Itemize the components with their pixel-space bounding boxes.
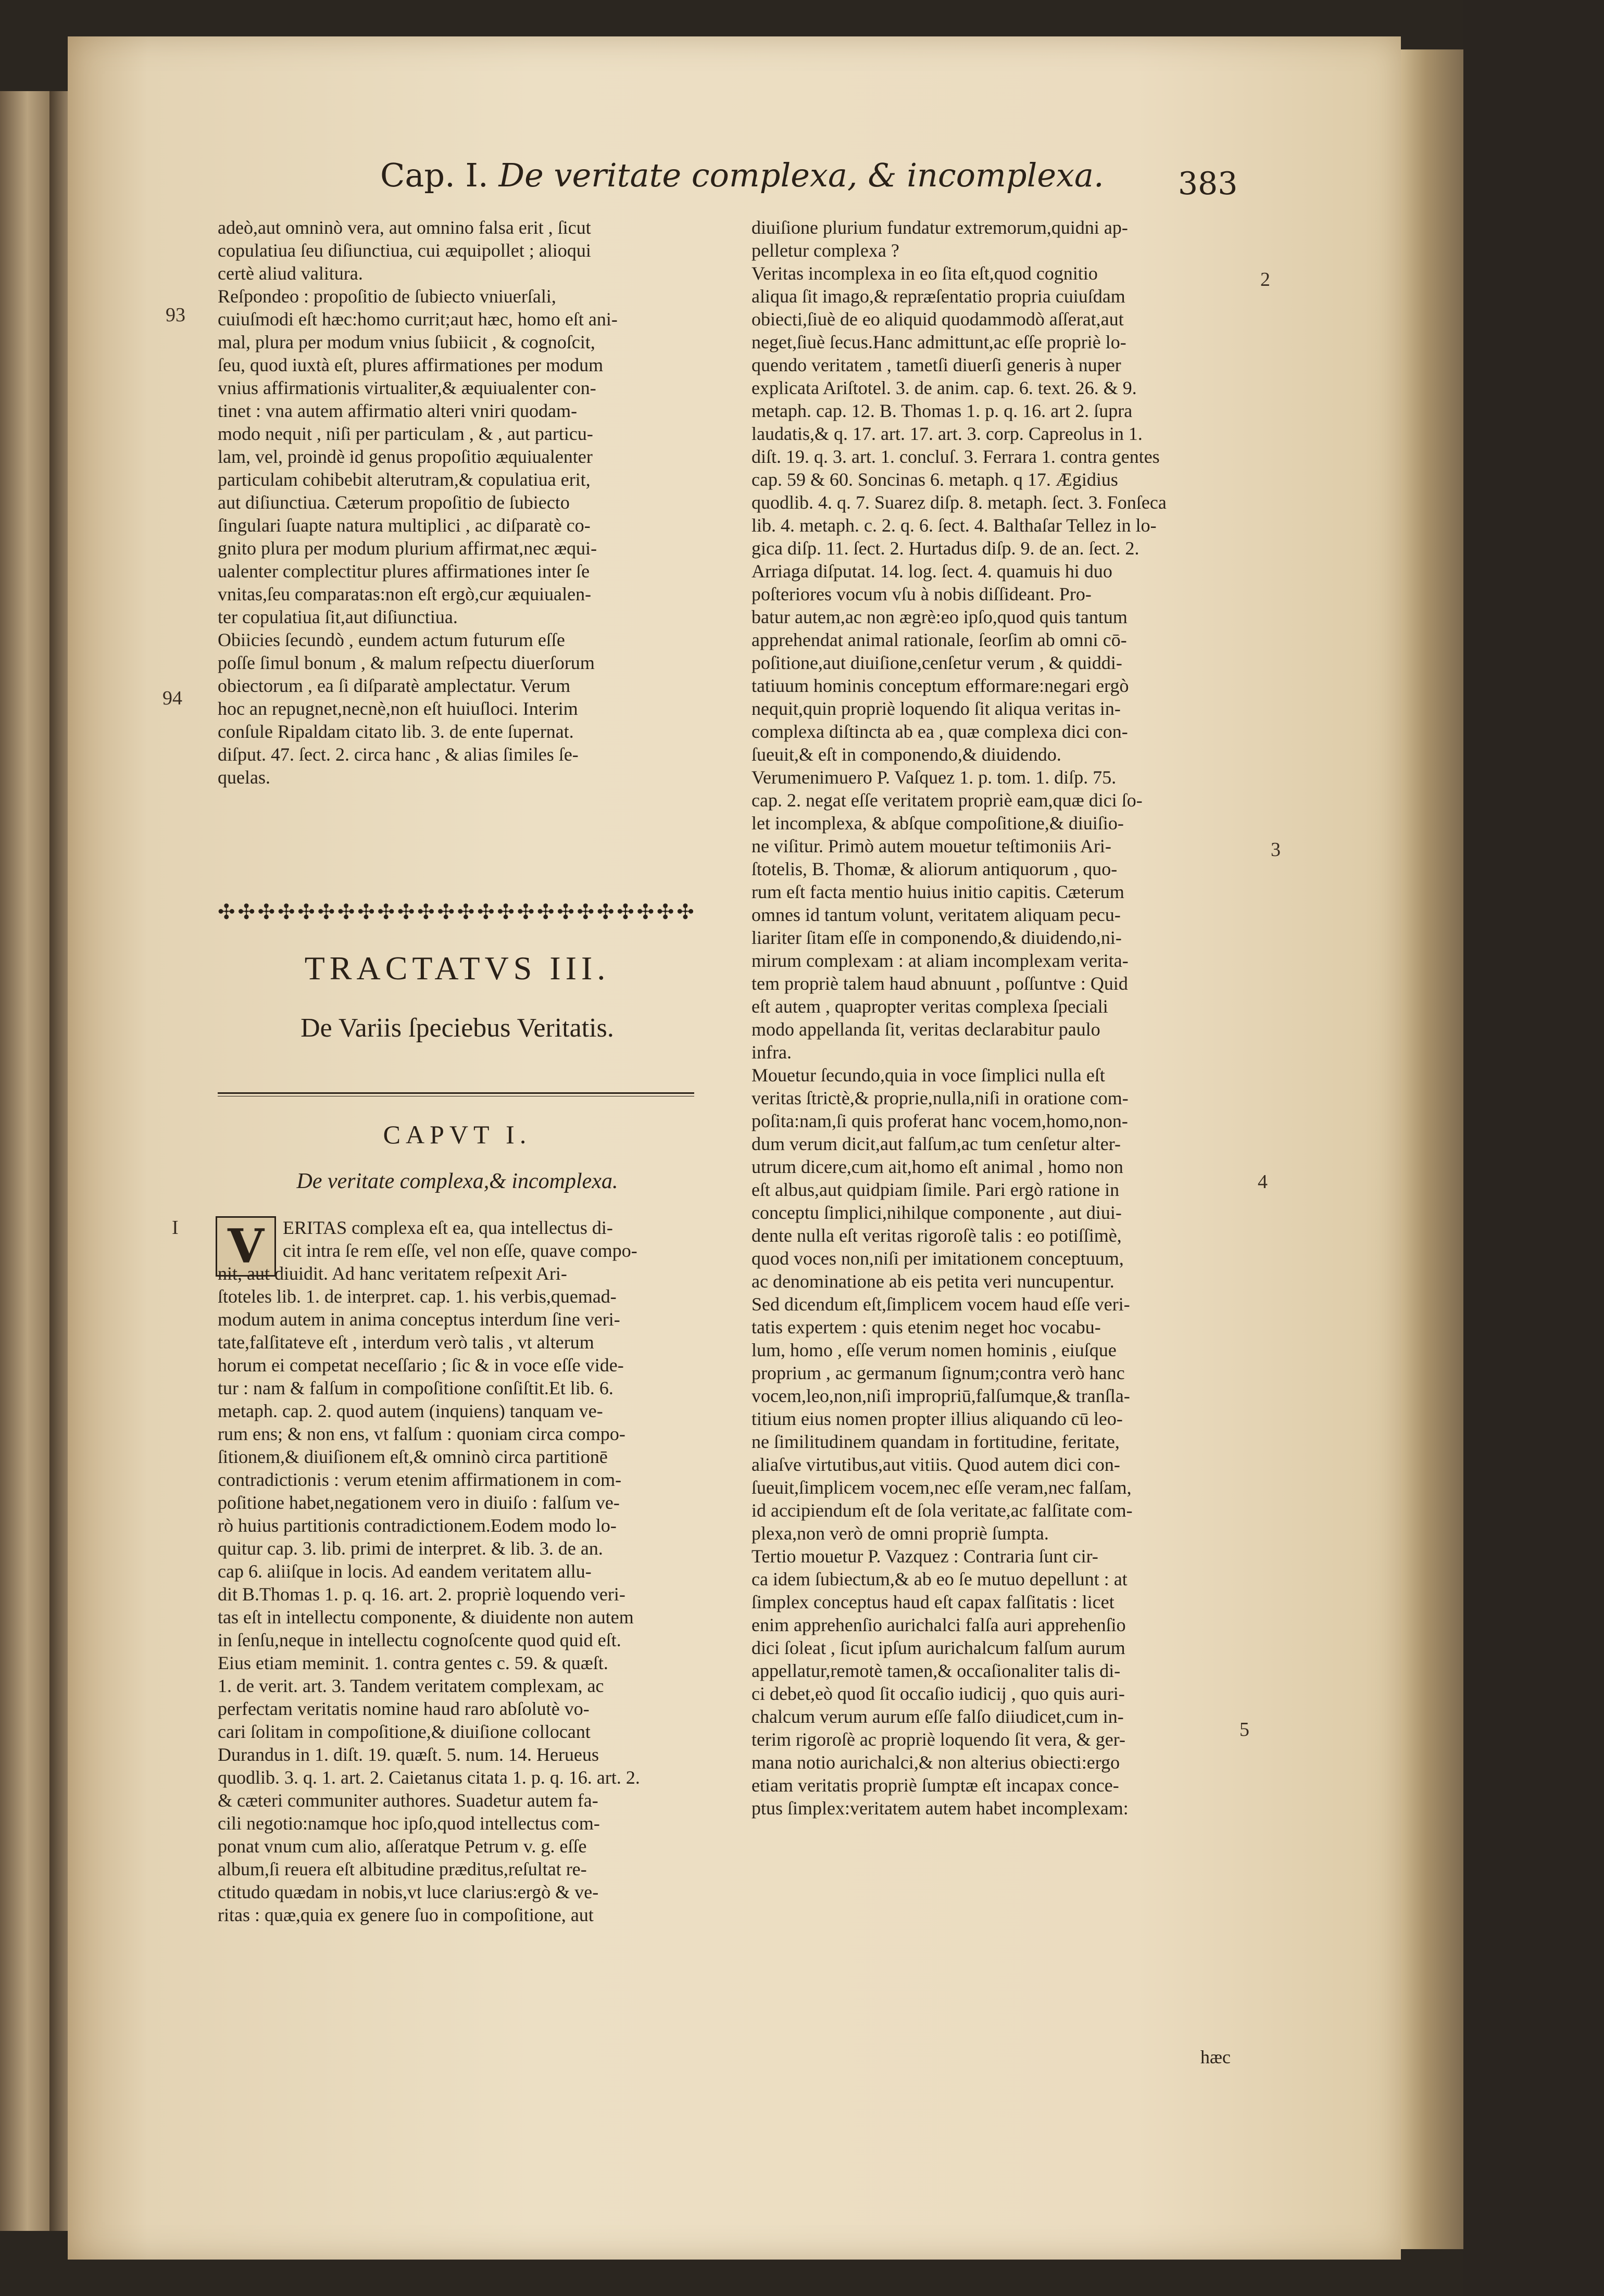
fleuron-icon: ✣ — [457, 900, 475, 924]
text-line: hoc an repugnet,necnè,non eſt huiuſloci. Interim — [218, 698, 578, 719]
text-line: cuiuſmodi eſt hæc:homo currit;aut hæc, homo eſt ani- — [218, 309, 618, 330]
fleuron-icon: ✣ — [596, 900, 615, 924]
text-line: Sed dicendum eſt,ſimplicem vocem haud eſſe veri- — [751, 1294, 1130, 1315]
text-line: id accipiendum eſt de ſola veritate,ac falſitate com- — [751, 1500, 1133, 1521]
text-line: copulatiua ſeu diſiunctiua, cui æquipollet ; alioqui — [218, 240, 591, 261]
text-line: vocem,leo,non,niſi impropriū,falſumque,& tranſla- — [751, 1385, 1130, 1406]
fleuron-icon: ✣ — [317, 900, 335, 924]
text-line: laudatis,& q. 17. art. 17. art. 3. corp. Capreolus in 1. — [751, 423, 1143, 444]
text-line: quod voces non,niſi per imitationem conceptuum, — [751, 1248, 1124, 1269]
background-shadow — [1463, 0, 1604, 2296]
text-line: obiectorum , ea ſi diſparatè amplectatur. Verum — [218, 675, 571, 696]
text-line: perfectam veritatis nomine haud raro abſolutè vo- — [218, 1698, 590, 1719]
text-line: ptus ſimplex:veritatem autem habet incomplexam: — [751, 1798, 1129, 1819]
fleuron-icon: ✣ — [617, 900, 634, 924]
section-rule — [218, 1092, 694, 1096]
text-line: poſteriores vocum vſu à nobis diſſideant. Pro- — [751, 584, 1092, 604]
text-line: infra. — [751, 1042, 792, 1063]
text-line: ritas : quæ,quia ex genere ſuo in compoſitione, aut — [218, 1904, 594, 1925]
text-line: plexa,non verò de omni propriè ſumpta. — [751, 1523, 1049, 1544]
text-line: ponat vnum cum alio, aſſeratque Petrum v. g. eſſe — [218, 1836, 587, 1857]
text-line: certè aliud valitura. — [218, 263, 363, 284]
page-edge-stack — [1401, 49, 1463, 2249]
text-line: gnito plura per modum plurium affirmat,nec æqui- — [218, 538, 597, 559]
text-line: ſueuit,ſimplicem vocem,nec eſſe veram,nec falſam, — [751, 1477, 1132, 1498]
text-line: Veritas incomplexa in eo ſita eſt,quod cognitio — [751, 263, 1098, 284]
page-number: 383 — [1178, 166, 1238, 202]
text-line: tem propriè talem haud abnuunt , poſſuntve : Quid — [751, 973, 1128, 994]
text-line: nit, aut diuidit. Ad hanc veritatem reſpexit Ari- — [218, 1263, 567, 1284]
text-line: nequit,quin propriè loquendo ſit aliqua veritas in- — [751, 698, 1121, 719]
text-line: poſitione,aut diuiſione,cenſetur verum , & quiddi- — [751, 652, 1122, 673]
text-line: diſput. 47. ſect. 2. circa hanc , & alias ſimiles ſe- — [218, 744, 579, 765]
text-line: dum verum dicit,aut falſum,ac tum cenſetur alter- — [751, 1133, 1121, 1154]
text-line: ne viſitur. Primò autem mouetur teſtimoniis Ari- — [751, 836, 1111, 856]
fleuron-icon: ✣ — [237, 900, 255, 924]
text-line: poſſe ſimul bonum , & malum reſpectu diuerſorum — [218, 652, 595, 673]
text-line: cit intra ſe rem eſſe, vel non eſſe, quave compo- — [283, 1240, 637, 1261]
text-line: neget,ſiuè ſecus.Hanc admittunt,ac eſſe propriè lo- — [751, 332, 1126, 352]
ornament-band — [218, 897, 694, 928]
text-line: ter copulatiua ſit,aut diſiunctiua. — [218, 607, 458, 627]
text-line: vnitas,ſeu comparatas:non eſt ergò,cur æquiualen- — [218, 584, 592, 604]
text-line: mirum complexam : at aliam incomplexam verita- — [751, 950, 1129, 971]
text-line: cari ſolitam in compoſitione,& diuiſione collocant — [218, 1721, 591, 1742]
running-head — [380, 156, 1276, 194]
left-column-bottom — [218, 1216, 697, 1926]
text-line: ctitudo quædam in nobis,vt luce clarius:ergò & ve- — [218, 1882, 599, 1902]
text-line: mana notio aurichalci,& non alterius obiecti:ergo — [751, 1752, 1120, 1773]
text-line: poſita:nam,ſi quis proferat hanc vocem,homo,non- — [751, 1111, 1128, 1131]
text-line: gica diſp. 11. ſect. 2. Hurtadus diſp. 9. de an. ſect. 2. — [751, 538, 1139, 559]
text-line: omnes id tantum volunt, veritatem aliquam pecu- — [751, 904, 1121, 925]
text-line: cap. 59 & 60. Soncinas 6. metaph. q 17. Ægidius — [751, 469, 1118, 490]
fleuron-icon: ✣ — [218, 900, 235, 924]
text-line: conceptu ſimplici,nihilque componente , aut diui- — [751, 1202, 1122, 1223]
text-line: tatis expertem : quis etenim neget hoc vocabu- — [751, 1317, 1101, 1338]
text-line: mal, plura per modum vnius ſubiicit , & cognoſcit, — [218, 332, 595, 352]
text-line: veritas ſtrictè,& proprie,nulla,niſi in oratione com- — [751, 1088, 1129, 1108]
text-line: rum eſt facta mentio huius initio capitis. Cæterum — [751, 881, 1124, 902]
text-line: ſeu, quod iuxtà eſt, plures affirmationes per modum — [218, 355, 604, 375]
text-line: rò huius partitionis contradictionem.Eodem modo lo- — [218, 1515, 617, 1536]
text-line: contradictionis : verum etenim affirmationem in com- — [218, 1469, 622, 1490]
text-line: utrum dicere,cum ait,homo eſt animal , homo non — [751, 1156, 1123, 1177]
text-line: diuiſione plurium fundatur extremorum,quidni ap- — [751, 217, 1128, 238]
fleuron-icon: ✣ — [656, 900, 674, 924]
text-line: apprehendat animal rationale, ſeorſim ab omni cō- — [751, 629, 1127, 650]
text-line: cap. 2. negat eſſe veritatem propriè eam,quæ dici ſo- — [751, 790, 1143, 811]
text-line: Tertio mouetur P. Vazquez : Contraria ſunt cir- — [751, 1546, 1098, 1567]
text-line: vnius affirmationis virtualiter,& æquiualenter con- — [218, 377, 596, 398]
text-line: Arriaga diſputat. 14. log. ſect. 4. quamuis hi duo — [751, 561, 1112, 582]
text-line: aut diſiunctiua. Cæterum propoſitio de ſubiecto — [218, 492, 570, 513]
text-line: modo appellanda ſit, veritas declarabitur paulo — [751, 1019, 1100, 1040]
running-head-title: De veritate complexa, & incomplexa. — [498, 156, 1104, 194]
text-line: eſt autem , quapropter veritas complexa ſpeciali — [751, 996, 1108, 1017]
fleuron-icon: ✣ — [497, 900, 515, 924]
text-line: titium eius nomen propter illius aliquando cū leo- — [751, 1408, 1123, 1429]
text-line: ſitionem,& diuiſionem eſt,& omninò circa partitionē — [218, 1446, 608, 1467]
fleuron-icon: ✣ — [337, 900, 355, 924]
running-head-chapter: Cap. I. — [380, 156, 488, 194]
text-line: chalcum verum aurum eſſe falſo diiudicet,cum in- — [751, 1706, 1124, 1727]
fleuron-icon: ✣ — [397, 900, 415, 924]
fleuron-icon: ✣ — [477, 900, 495, 924]
text-line: ſtotelis, B. Thomæ, & aliorum antiquorum , quo- — [751, 859, 1118, 879]
fleuron-icon: ✣ — [297, 900, 315, 924]
facing-page-edge — [0, 91, 49, 2231]
text-line: adeò,aut omninò vera, aut omnino falsa erit , ſicut — [218, 217, 591, 238]
text-line: ac denominatione ab eis petita veri nuncupentur. — [751, 1271, 1114, 1292]
text-line: terim rigoroſè ac propriè loquendo ſit vera, & ger- — [751, 1729, 1126, 1750]
fleuron-icon: ✣ — [437, 900, 455, 924]
caput-title: CAPVT I. — [383, 1120, 532, 1149]
margin-number-5: 5 — [1239, 1719, 1249, 1740]
text-line: modum autem in anima conceptus interdum ſine veri- — [218, 1309, 620, 1330]
text-line: conſule Ripaldam citato lib. 3. de ente ſupernat. — [218, 721, 574, 742]
text-line: quelas. — [218, 767, 270, 788]
text-line: eſt albus,aut quidpiam ſimile. Pari ergò ratione in — [751, 1179, 1120, 1200]
text-line: in ſenſu,neque in intellectu cognoſcente quod quid eſt. — [218, 1630, 621, 1650]
text-line: 1. de verit. art. 3. Tandem veritatem complexam, ac — [218, 1675, 604, 1696]
text-line: enim apprehenſio aurichalci falſa auri apprehenſio — [751, 1614, 1126, 1635]
text-line: Obiicies ſecundò , eundem actum futurum eſſe — [218, 629, 565, 650]
text-line: ſimplex conceptus haud eſt capax falſitatis : licet — [751, 1592, 1114, 1612]
text-line: dit B.Thomas 1. p. q. 16. art. 2. propriè loquendo veri- — [218, 1584, 625, 1605]
text-line: aliqua ſit imago,& repræſentatio propria cuiuſdam — [751, 286, 1125, 307]
text-line: horum ei competat neceſſario ; ſic & in voce eſſe vide- — [218, 1355, 624, 1376]
fleuron-icon: ✣ — [257, 900, 275, 924]
text-line: lam, vel, proindè id genus propoſitio æquiualenter — [218, 446, 593, 467]
fleuron-icon: ✣ — [676, 900, 694, 924]
right-column — [751, 216, 1246, 1820]
text-line: modo nequit , niſi per particulam , & , aut particu- — [218, 423, 593, 444]
text-line: Reſpondeo : propoſitio de ſubiecto vniuerſali, — [218, 286, 556, 307]
text-line: diſt. 19. q. 3. art. 1. concluſ. 3. Ferrara 1. contra gentes — [751, 446, 1160, 467]
text-line: cap 6. aliiſque in locis. Ad eandem veritatem allu- — [218, 1561, 592, 1582]
left-column-top — [218, 216, 697, 789]
text-line: pelletur complexa ? — [751, 240, 899, 261]
text-line: aliaſve virtutibus,aut vitiis. Quod autem dici con- — [751, 1454, 1120, 1475]
catchword: hæc — [1200, 2047, 1231, 2067]
text-line: batur autem,ac non ægrè:eo ipſo,quod quis tantum — [751, 607, 1127, 627]
fleuron-icon: ✣ — [517, 900, 535, 924]
text-line: liariter ſitam eſſe in componendo,& diuidendo,ni- — [751, 927, 1122, 948]
fleuron-icon: ✣ — [417, 900, 435, 924]
margin-number-2: 2 — [1260, 269, 1270, 291]
margin-number-94: 94 — [162, 687, 182, 709]
margin-number-3: 3 — [1271, 839, 1281, 861]
text-line: poſitione habet,negationem vero in diuiſo : falſum ve- — [218, 1492, 620, 1513]
tractatus-title: TRACTATVS III. — [304, 950, 610, 987]
text-line: proprium , ac germanum ſignum;contra verò hanc — [751, 1363, 1125, 1383]
text-line: album,ſi reuera eſt albitudine præditus,reſultat re- — [218, 1859, 587, 1879]
text-line: lib. 4. metaph. c. 2. q. 6. ſect. 4. Balthaſar Tellez in lo- — [751, 515, 1157, 536]
text-line: dici ſoleat , ſicut ipſum aurichalcum falſum aurum — [751, 1637, 1125, 1658]
text-line: let incomplexa, & abſque compoſitione,& diuiſio- — [751, 813, 1124, 834]
text-line: etiam veritatis propriè ſumptæ eſt incapax conce- — [751, 1775, 1119, 1796]
fleuron-icon: ✣ — [577, 900, 595, 924]
text-line: Durandus in 1. diſt. 19. quæſt. 5. num. 14. Herueus — [218, 1744, 599, 1765]
text-line: ERITAS complexa eſt ea, qua intellectus di- — [283, 1217, 613, 1238]
text-line: dente nulla eſt veritas rigoroſè talis : eo potiſſimè, — [751, 1225, 1122, 1246]
tractatus-subtitle: De Variis ſpeciebus Veritatis. — [300, 1013, 614, 1043]
margin-number-4: 4 — [1258, 1171, 1268, 1193]
margin-number-1: I — [172, 1217, 179, 1239]
text-line: metaph. cap. 2. quod autem (inquiens) tanquam ve- — [218, 1401, 603, 1421]
text-line: particulam cohibebit alterutram,& copulatiua erit, — [218, 469, 591, 490]
text-line: ſingulari ſuapte natura multiplici , ac diſparatè co- — [218, 515, 591, 536]
text-line: tur : nam & falſum in compoſitione conſiſtit.Et lib. 6. — [218, 1378, 613, 1398]
fleuron-icon: ✣ — [537, 900, 555, 924]
text-line: Verumenimuero P. Vaſquez 1. p. tom. 1. diſp. 75. — [751, 767, 1117, 788]
text-line: lum, homo , eſſe verum nomen hominis , eiuſque — [751, 1340, 1117, 1360]
text-line: ſtoteles lib. 1. de interpret. cap. 1. his verbis,quemad- — [218, 1286, 617, 1307]
decorated-initial: V — [216, 1216, 276, 1277]
text-line: rum ens; & non ens, vt falſum : quoniam circa compo- — [218, 1423, 625, 1444]
text-line: complexa diſtincta ab ea , quæ complexa dici con- — [751, 721, 1128, 742]
fleuron-icon: ✣ — [636, 900, 655, 924]
book-gutter — [49, 91, 70, 2231]
text-line: ſueuit,& eſt in componendo,& diuidendo. — [751, 744, 1061, 765]
fleuron-icon: ✣ — [377, 900, 395, 924]
text-line: tinet : vna autem affirmatio alteri vniri quodam- — [218, 400, 578, 421]
fleuron-icon: ✣ — [277, 900, 295, 924]
text-line: Mouetur ſecundo,quia in voce ſimplici nulla eſt — [751, 1065, 1105, 1086]
text-line: ualenter complectitur plures affirmationes inter ſe — [218, 561, 590, 582]
text-line: ca idem ſubiectum,& ab eo ſe mutuo depellunt : at — [751, 1569, 1127, 1589]
fleuron-icon: ✣ — [357, 900, 375, 924]
text-line: quodlib. 3. q. 1. art. 2. Caietanus citata 1. p. q. 16. art. 2. — [218, 1767, 640, 1788]
caput-subtitle: De veritate complexa,& incomplexa. — [296, 1169, 618, 1193]
text-line: obiecti,ſiuè de eo aliquid quodammodò aſſerat,aut — [751, 309, 1124, 330]
text-line: metaph. cap. 12. B. Thomas 1. p. q. 16. art 2. ſupra — [751, 400, 1133, 421]
text-line: Eius etiam meminit. 1. contra gentes c. 59. & quæſt. — [218, 1652, 608, 1673]
text-line: ne ſimilitudinem quandam in fortitudine, feritate, — [751, 1431, 1120, 1452]
text-line: tas eſt in intellectu componente, & diuidente non autem — [218, 1607, 634, 1628]
text-line: tatiuum hominis conceptum efformare:negari ergò — [751, 675, 1129, 696]
text-line: ci debet,eò quod ſit occaſio iudicij , quo quis auri- — [751, 1683, 1125, 1704]
text-line: tate,falſitateve eſt , interdum verò talis , vt alterum — [218, 1332, 594, 1353]
text-line: quendo veritatem , tametſi diuerſi generis à nuper — [751, 355, 1121, 375]
text-line: explicata Ariſtotel. 3. de anim. cap. 6. text. 26. & 9. — [751, 377, 1137, 398]
text-line: & cæteri communiter authores. Suadetur autem fa- — [218, 1790, 598, 1811]
fleuron-icon: ✣ — [557, 900, 574, 924]
text-line: appellatur,remotè tamen,& occaſionaliter talis di- — [751, 1660, 1121, 1681]
margin-number-93: 93 — [166, 304, 185, 326]
text-line: cili negotio:namque hoc ipſo,quod intellectus com- — [218, 1813, 600, 1834]
text-line: quodlib. 4. q. 7. Suarez diſp. 8. metaph. ſect. 3. Fonſeca — [751, 492, 1167, 513]
text-line: quitur cap. 3. lib. primi de interpret. & lib. 3. de an. — [218, 1538, 603, 1559]
